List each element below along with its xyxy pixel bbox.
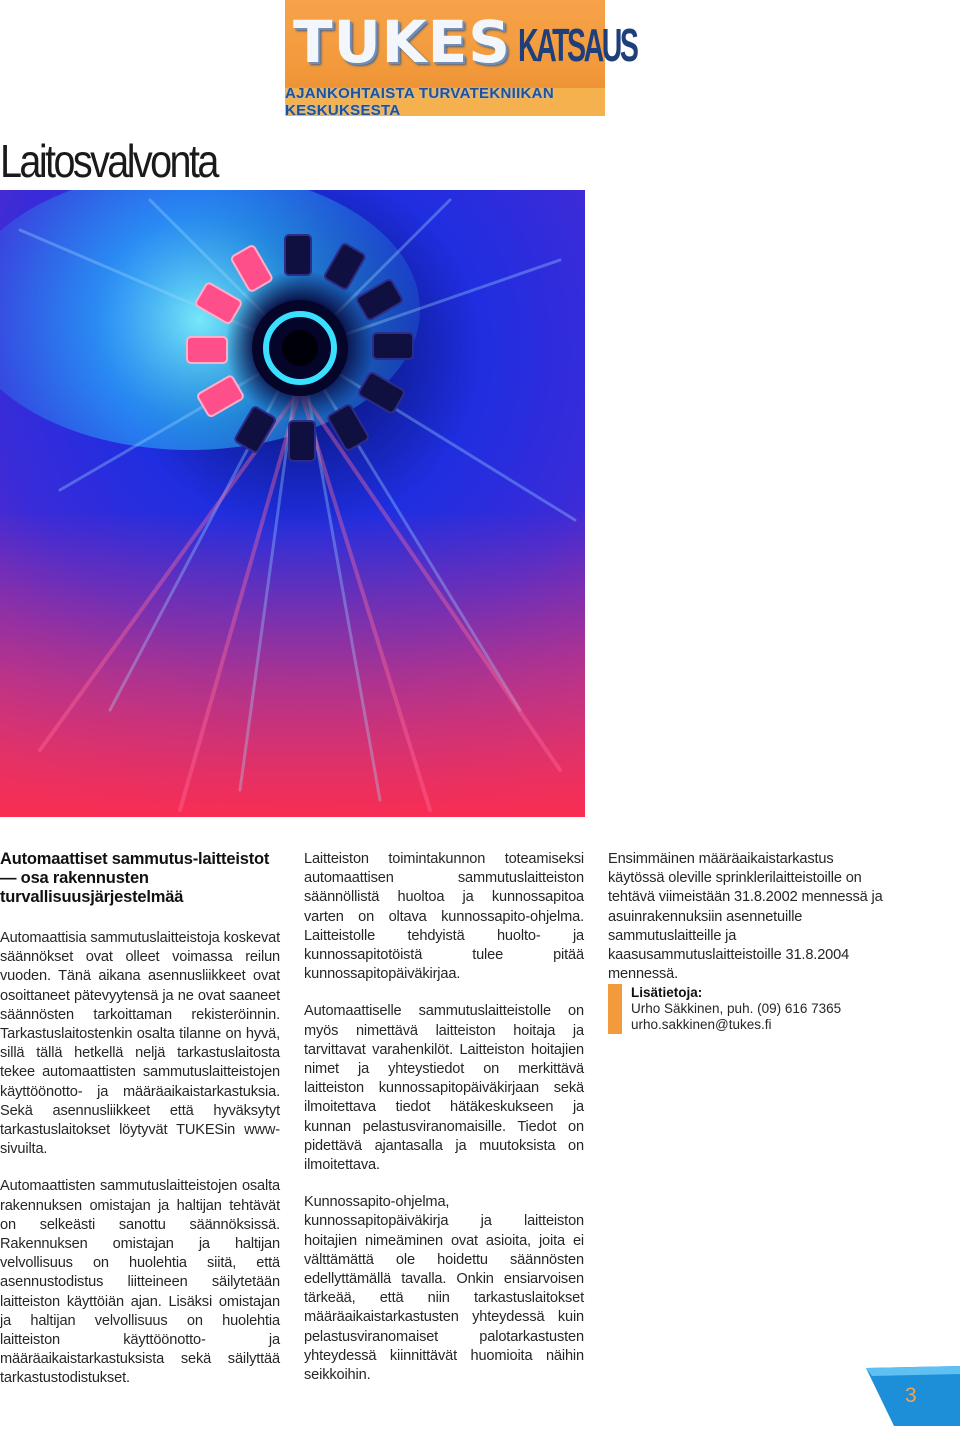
paragraph: Automaattisia sammutuslaitteistoja koskevat säännökset ovat olleet voimassa reilun vuoden. Tänä aikana asennusliikkeet ovat osoittaneet pätevyytensä ja ne ovat saaneet säännösten tarkoittaman rekisteröinnin. Tarkastuslaitostenkin osalta tilanne on hyvä, sillä tällä hetkellä neljä tarkastuslaitosta tekee automaattisten sammutuslaitteistojen käyttöönotto- ja määräaikaistarkastuksia. Sekä asennusliikkeet että hyväksytyt tarkastuslaitokset löytyvät TUKESin www-sivuilta. xyxy=(0,930,280,1158)
page-title: Laitosvalvonta xyxy=(0,135,217,187)
masthead-tagline: AJANKOHTAISTA TURVATEKNIIKAN KESKUKSESTA xyxy=(285,88,605,116)
text-column-1 xyxy=(0,850,280,1407)
paragraph: Ensimmäinen määräaikaistarkastus käytössä oleville sprinklerilaitteistoille on tehtävä viimeistään 31.8.2002 mennessä ja asuinrakennuksiin asennetuille sammutuslaitteille ja kaasusammutuslaitteistoille 31.8.2004 mennessä. xyxy=(608,851,883,983)
info-email[interactable]: urho.sakkinen@tukes.fi xyxy=(631,1017,772,1032)
katsaus-logo: KATSAUS xyxy=(518,19,637,71)
paragraph: Automaattiselle sammutuslaitteistolle on myös nimettävä laitteiston hoitaja ja tarvittavat varahenkilöt. Laitteiston hoitajien nimet ja yhteystiedot on merkittävä laitteiston kunnossapitopäiväkirjaan sekä ilmoitettava tiedot hätäkeskukseen ja kunnan pelastusviranomaisille. Tiedot on pidettävä ajantasalla ja muutoksista on ilmoitettava. xyxy=(304,1003,584,1174)
paragraph: Kunnossapito-ohjelma, kunnossapitopäiväkirja ja laitteiston hoitajien nimeäminen ovat asioita, joita ei välttämättä ole hoidettu säännösten edellyttämällä tavalla. Onkin ensiarvoisen tärkeää, että niin tarkastuslaitokset määräaikaistarkastusten yhteydessä kuin pelastusviranomaiset palotarkastusten yhteydessä kiinnittävät huomioita näihin seikkoihin. xyxy=(304,1194,584,1384)
info-box xyxy=(608,984,931,1033)
info-contact: Urho Säkkinen, puh. (09) 616 7365 xyxy=(631,1001,842,1016)
text-column-3 xyxy=(608,850,890,1002)
info-title: Lisätietoja: xyxy=(631,985,703,1000)
tukes-logo: TUKES xyxy=(293,8,511,76)
info-accent-bar xyxy=(608,984,622,1034)
article-heading: Automaattiset sammutus-laitteistot — osa rakennusten turvallisuusjärjestelmää xyxy=(0,850,270,906)
page-number: 3 xyxy=(905,1384,917,1407)
paragraph: Laitteiston toimintakunnon toteamiseksi automaattisen sammutuslaitteiston säännöllistä huoltoa ja kunnossapitoa varten on oltava kunnossapito-ohjelma. Laitteistolle tehdyistä huolto- ja kunnossapitotöistä tulee pitää kunnossapitopäiväkirjaa. xyxy=(304,851,584,983)
sprinkler-photo xyxy=(0,190,585,817)
text-column-2 xyxy=(304,850,584,1403)
masthead xyxy=(285,0,637,119)
paragraph: Automaattisten sammutuslaitteistojen osalta rakennuksen omistajan ja haltijan tehtävät on selkeästi sanottu säännöksissä. Rakennuksen omistajan ja haltijan velvollisuus on huolehtia siitä, että asennustodistus liitteineen säilytetään laitteiston käyttöiän ajan. Lisäksi omistajan ja haltijan velvollisuus on huolehtia laitteiston käyttöönotto- ja määräaikaistarkastuksista sekä säilyttää tarkastustodistukset. xyxy=(0,1178,280,1387)
